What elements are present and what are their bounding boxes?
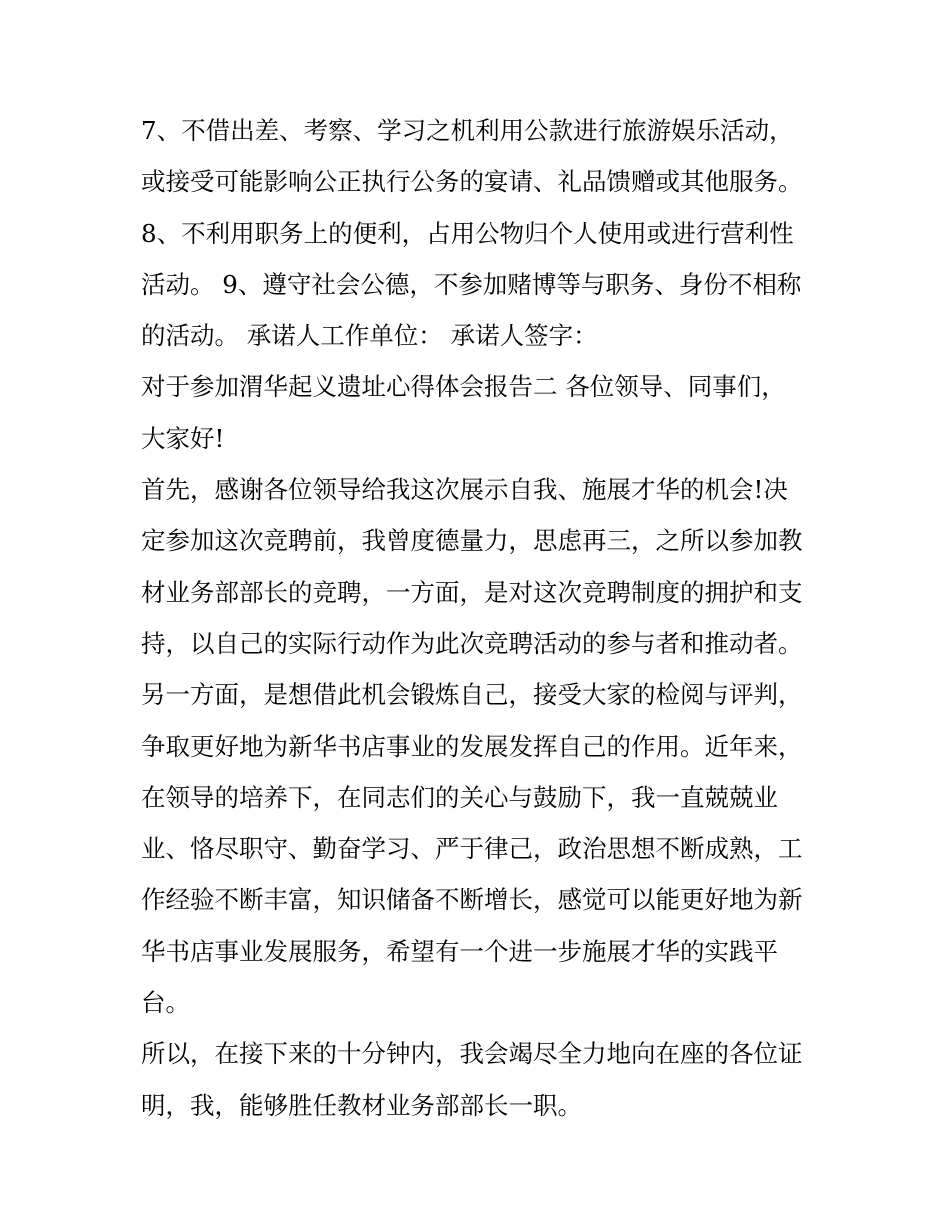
text-line: 对于参加渭华起义遗址心得体会报告二 各位领导、同事们， (141, 372, 786, 402)
text-line: 业、恪尽职守、勤奋学习、严于律己，政治思想不断成熟，工 (141, 834, 803, 864)
text-line: 明，我，能够胜任教材业务部部长一职。 (141, 1090, 582, 1120)
text-line: 大家好! (141, 423, 225, 453)
text-line: 活动。 9、遵守社会公德，不参加赌博等与职务、身份不相称 (141, 269, 802, 299)
text-line: 8、不利用职务上的便利，占用公物归个人使用或进行营利性 (141, 218, 794, 248)
text-line: 华书店事业发展服务，希望有一个进一步施展才华的实践平 (141, 936, 778, 966)
text-line: 7、不借出差、考察、学习之机利用公款进行旅游娱乐活动， (141, 116, 794, 145)
text-line: 争取更好地为新华书店事业的发展发挥自己的作用。近年来， (141, 731, 803, 761)
text-line: 台。 (141, 988, 190, 1018)
text-line: 持，以自己的实际行动作为此次竞聘活动的参与者和推动者。 (141, 628, 803, 658)
text-line: 的活动。 承诺人工作单位： 承诺人签字： (141, 321, 598, 351)
text-line: 或接受可能影响公正执行公务的宴请、礼品馈赠或其他服务。 (141, 167, 803, 197)
text-line: 所以，在接下来的十分钟内，我会竭尽全力地向在座的各位证 (141, 1039, 803, 1069)
text-line: 首先，感谢各位领导给我这次展示自我、施展才华的机会!决 (141, 475, 788, 505)
text-line: 在领导的培养下，在同志们的关心与鼓励下，我一直兢兢业 (141, 782, 778, 812)
text-line: 材业务部部长的竞聘，一方面，是对这次竞聘制度的拥护和支 (141, 577, 803, 607)
text-line: 作经验不断丰富，知识储备不断增长，感觉可以能更好地为新 (141, 885, 803, 915)
text-line: 另一方面，是想借此机会锻炼自己，接受大家的检阅与评判， (141, 680, 803, 710)
text-line: 定参加这次竞聘前，我曾度德量力，思虑再三，之所以参加教 (141, 526, 803, 556)
document-body (141, 105, 821, 1131)
